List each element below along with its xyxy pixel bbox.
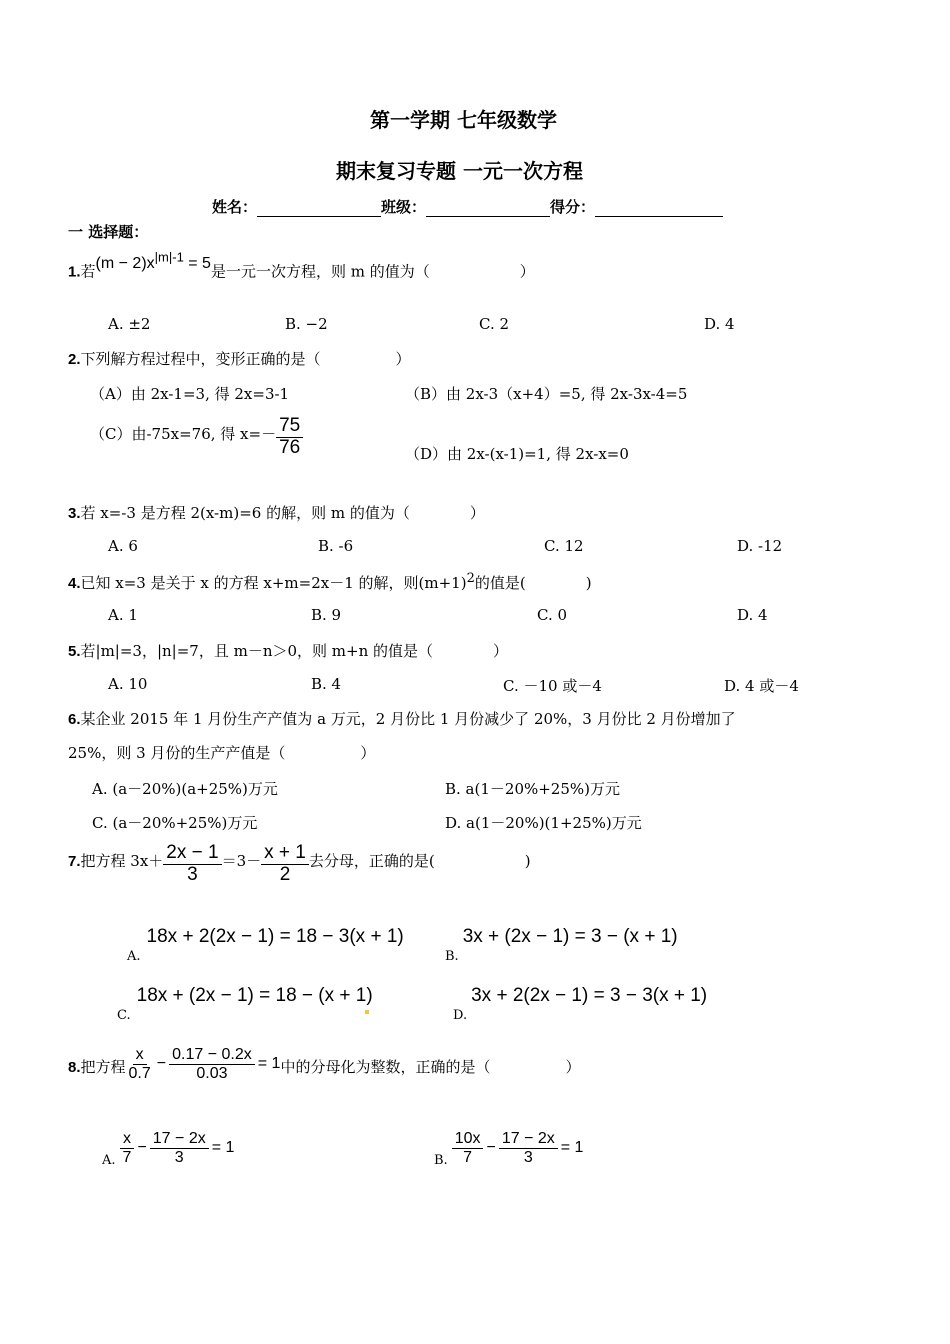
question-6 [68,708,736,729]
option-a[interactable]: A. ±2 [108,315,151,333]
question-5 [68,640,508,661]
fraction: $\frac{0.17 - 0.2x}{0.03}$ [169,1046,255,1082]
option-b[interactable]: B. 4 [311,675,342,693]
question-2 [68,348,411,369]
option-b[interactable]: B.3x + (2x − 1) = 3 − (x + 1) [445,926,678,964]
fraction: $\frac{2x - 1}{3}$ [163,843,221,886]
option-b[interactable]: B. a(1－20%+25%)万元 [445,780,620,798]
option-b[interactable]: （B）由 2x-3（x+4）=5, 得 2x-3x-4=5 [405,385,688,403]
question-3 [68,502,485,523]
question-prefix: 把方程 3x＋ [80,852,164,871]
superscript: 2 [466,571,475,586]
question-number: 6. [68,711,81,728]
fraction: $\frac{75}{76}$ [276,416,303,459]
page-subtitle: 期末复习专题 一元一次方程 [336,159,583,183]
question-4 [68,571,592,593]
class-blank[interactable] [426,216,550,217]
page-title: 第一学期 七年级数学 [370,108,557,132]
option-d[interactable]: D. 4 [737,606,768,624]
option-a[interactable]: A. (a－20%)(a+25%)万元 [92,780,278,798]
option-a[interactable]: A.18x + 2(2x − 1) = 18 − 3(x + 1) [127,926,404,964]
option-c[interactable]: C.18x + (2x − 1) = 18 − (x + 1) [117,985,373,1023]
option-d[interactable]: D. 4 [704,315,735,333]
question-mid: ＝3－ [221,852,262,871]
question-text: 中的分母化为整数，正确的是（ ） [280,1058,581,1077]
option-a[interactable]: A. 1 [108,606,138,624]
option-b[interactable]: B. −2 [285,315,328,333]
option-c[interactable]: C. 0 [537,606,568,624]
fraction: $\frac{x + 1}{2}$ [261,843,309,886]
question-number: 3. [68,505,81,522]
question-8: 8.把方程 $\frac{x}{0.7}$ − $\frac{0.17 - 0.2x}{0.03}$ = 1中的分母化为整数，正确的是（ ） [68,1046,581,1082]
option-d[interactable]: D. 4 或－4 [724,677,799,695]
score-label: 得分： [550,198,596,216]
question-prefix: 把方程 [80,1058,126,1077]
question-text-end: 的值是( ) [474,574,592,592]
option-c[interactable]: C. 2 [479,315,510,333]
option-d[interactable]: （D）由 2x-(x-1)=1, 得 2x-x=0 [405,445,629,463]
option-a[interactable]: A. 10 [108,675,148,693]
question-number: 1. [68,263,81,281]
fraction: $\frac{17 - 2x}{3}$ [150,1130,209,1166]
name-label: 姓名： [212,198,258,216]
name-blank[interactable] [257,216,381,217]
option-c[interactable]: C. －10 或－4 [503,677,602,695]
student-info-line [212,196,723,217]
question-number: 8. [68,1059,81,1077]
fraction: $\frac{x}{7}$ [120,1130,135,1166]
option-d[interactable]: D. a(1－20%)(1+25%)万元 [445,814,642,832]
question-text: 某企业 2015 年 1 月份生产产值为 a 万元，2 月份比 1 月份减少了 20%，3 月份比 2 月份增加了 [80,710,736,728]
question-number: 2. [68,351,81,368]
question-6-line-2: 25%，则 3 月份的生产产值是（ ） [68,744,376,762]
equation: $(m - 2)x^{|m|-1} = 5$ [95,250,211,273]
question-1 [68,250,535,281]
question-text: 是一元一次方程，则 m 的值为（ ） [210,262,535,281]
option-a[interactable]: A. $\frac{x}{7}$ − $\frac{17 - 2x}{3}$ = 1 [102,1130,235,1169]
question-number: 4. [68,575,81,592]
fraction: $\frac{x}{0.7}$ [128,1046,151,1082]
question-text: 下列解方程过程中，变形正确的是（ ） [80,350,411,368]
class-label: 班级： [381,198,427,216]
option-c[interactable]: C. (a－20%+25%)万元 [92,814,258,832]
fraction: $\frac{10x}{7}$ [452,1130,484,1166]
section-heading: 一 选择题： [68,223,149,241]
question-number: 5. [68,643,81,660]
option-b[interactable]: B. $\frac{10x}{7}$ − $\frac{17 - 2x}{3}$ = 1 [434,1130,584,1169]
question-text: 若|m|=3，|n|=7，且 m－n＞0，则 m+n 的值是（ ） [80,642,509,660]
stray-mark [365,1010,369,1014]
option-c[interactable]: （C）由-75x=76, 得 x=－ $\frac{75}{76}$ [90,416,303,459]
fraction: $\frac{17 - 2x}{3}$ [499,1130,558,1166]
question-text: 去分母，正确的是( ) [308,852,531,871]
question-number: 7. [68,853,81,871]
score-blank[interactable] [595,216,723,217]
question-7 [68,843,531,886]
option-a[interactable]: （A）由 2x-1=3, 得 2x=3-1 [90,385,290,403]
option-d[interactable]: D. -12 [737,537,783,555]
option-c[interactable]: C. 12 [544,537,584,555]
question-text: 已知 x=3 是关于 x 的方程 x+m=2x－1 的解，则(m+1) [80,574,467,592]
option-d[interactable]: D.3x + 2(2x − 1) = 3 − 3(x + 1) [453,985,708,1023]
question-prefix: 若 [80,262,96,281]
option-b[interactable]: B. -6 [318,537,354,555]
option-a[interactable]: A. 6 [108,537,138,555]
option-b[interactable]: B. 9 [311,606,342,624]
question-text: 若 x=-3 是方程 2(x-m)=6 的解，则 m 的值为（ ） [80,504,485,522]
